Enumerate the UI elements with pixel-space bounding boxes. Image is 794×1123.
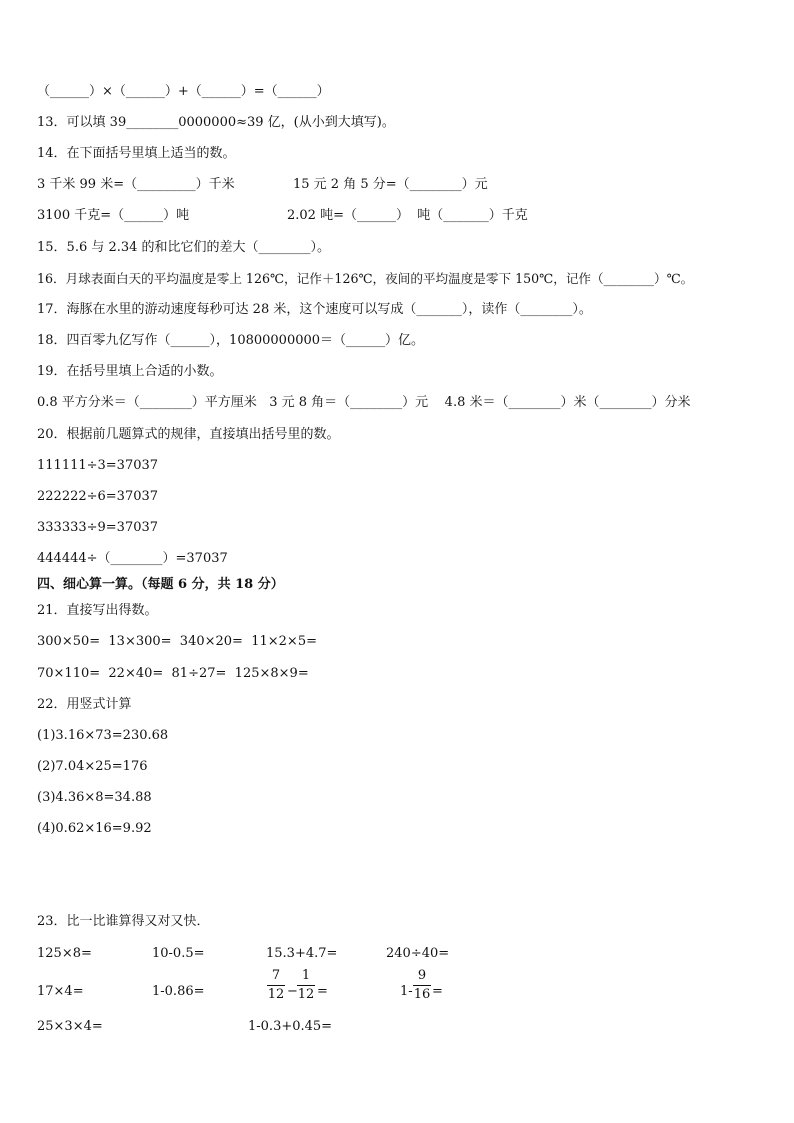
minus-sign: −	[287, 984, 298, 999]
question-15: 15．5.6 与 2.34 的和比它们的差大（________）。	[37, 240, 331, 255]
question-22-item-3: (3)4.36×8=34.88	[37, 790, 152, 805]
section-4-heading: 四、细心算一算。（每题 6 分，共 18 分）	[37, 577, 284, 592]
q23-r2-c1: 17×4=	[37, 984, 84, 999]
equals-sign: =	[317, 984, 328, 999]
question-14: 14．在下面括号里填上适当的数。	[37, 146, 236, 161]
fraction-bar	[267, 985, 285, 986]
question-16: 16．月球表面白天的平均温度是零上 126℃，记作＋126℃，夜间的平均温度是零下 150℃，记作（________）℃。	[37, 271, 694, 286]
question-20-line-a: 111111÷3=37037	[37, 458, 159, 473]
q23-r1-c3: 15.3+4.7=	[266, 946, 338, 961]
fraction-denominator: 16	[413, 987, 431, 1002]
fraction-1-12	[297, 968, 315, 1003]
q23-r3-c1: 25×3×4=	[37, 1019, 103, 1034]
q23-r1-c2: 10-0.5=	[152, 946, 205, 961]
question-20-line-d: 444444÷（________）=37037	[37, 551, 228, 566]
question-14-item-b: 15 元 2 角 5 分=（________）元	[293, 177, 488, 192]
fraction-bar	[297, 985, 315, 986]
question-14-item-c: 3100 千克=（______）吨	[37, 208, 190, 223]
question-22-item-4: (4)0.62×16=9.92	[37, 821, 152, 836]
question-19-items: 0.8 平方分米＝（________）平方厘米 3 元 8 角＝（________）元 4.8 米＝（________）米（________）分米	[37, 395, 691, 410]
question-21-row-2: 70×110= 22×40= 81÷27= 125×8×9=	[37, 666, 309, 681]
q23-r2-c4-prefix: 1-	[400, 984, 413, 999]
question-17: 17．海豚在水里的游动速度每秒可达 28 米，这个速度可以写成（_______），读作（________）。	[37, 302, 592, 317]
question-23: 23．比一比谁算得又对又快．	[37, 914, 210, 929]
question-21-row-1: 300×50= 13×300= 340×20= 11×2×5=	[37, 634, 317, 649]
fraction-numerator: 9	[417, 968, 427, 983]
question-18: 18．四百零九亿写作（______），10800000000＝（______）亿。	[37, 333, 425, 348]
q23-r1-c1: 125×8=	[37, 946, 92, 961]
question-14-item-a: 3 千米 99 米=（_________）千米	[37, 177, 235, 192]
question-20: 20．根据前几题算式的规律，直接填出括号里的数。	[37, 427, 340, 442]
equals-sign: =	[432, 984, 443, 999]
fraction-bar	[413, 985, 431, 986]
q23-r3-c2: 1-0.3+0.45=	[248, 1019, 333, 1034]
question-22-item-1: (1)3.16×73=230.68	[37, 728, 169, 743]
q23-r2-c2: 1-0.86=	[152, 984, 205, 999]
question-20-line-b: 222222÷6=37037	[37, 489, 159, 504]
fraction-denominator: 12	[267, 987, 285, 1002]
blank-expression-line: （______）×（______）+（______）=（______）	[37, 84, 330, 99]
question-13: 13．可以填 39________0000000≈39 亿，(从小到大填写)。	[37, 115, 395, 130]
question-21: 21．直接写出得数。	[37, 603, 158, 618]
q23-r1-c4: 240÷40=	[386, 946, 450, 961]
fraction-numerator: 7	[271, 968, 281, 983]
fraction-numerator: 1	[301, 968, 311, 983]
question-14-item-d: 2.02 吨=（______） 吨（_______）千克	[287, 208, 528, 223]
fraction-denominator: 12	[297, 987, 315, 1002]
question-20-line-c: 333333÷9=37037	[37, 520, 159, 535]
question-22: 22．用竖式计算	[37, 697, 132, 712]
fraction-7-12	[267, 968, 285, 1003]
question-19: 19．在括号里填上合适的小数。	[37, 364, 223, 379]
question-22-item-2: (2)7.04×25=176	[37, 759, 148, 774]
fraction-9-16	[413, 968, 431, 1003]
